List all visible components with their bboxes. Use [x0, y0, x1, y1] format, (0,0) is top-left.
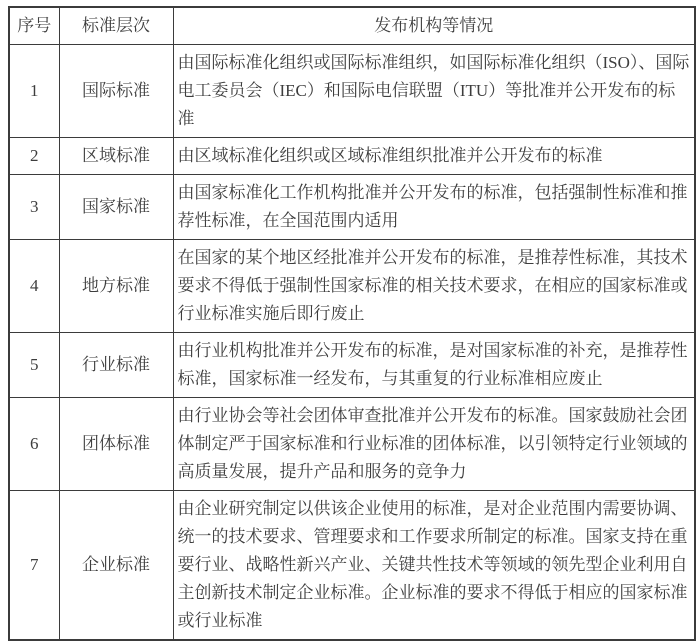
standard-level-cell: 地方标准	[59, 240, 173, 333]
serial-number-cell: 7	[9, 491, 59, 641]
standard-level-cell: 区域标准	[59, 138, 173, 175]
table-row	[9, 175, 695, 240]
table-row	[9, 45, 695, 138]
serial-number-cell: 3	[9, 175, 59, 240]
header-standard-level: 标准层次	[59, 7, 173, 45]
description-cell: 由区域标准化组织或区域标准组织批准并公开发布的标准	[173, 138, 695, 175]
standard-level-cell: 团体标准	[59, 398, 173, 491]
header-issuing-organization: 发布机构等情况	[173, 7, 695, 45]
header-serial-number: 序号	[9, 7, 59, 45]
description-cell: 在国家的某个地区经批准并公开发布的标准，是推荐性标准，其技术要求不得低于强制性国家标准的相关技术要求，在相应的国家标准或行业标准实施后即行废止	[173, 240, 695, 333]
standard-level-cell: 国家标准	[59, 175, 173, 240]
serial-number-cell: 4	[9, 240, 59, 333]
description-cell: 由国家标准化工作机构批准并公开发布的标准，包括强制性标准和推荐性标准，在全国范围内适用	[173, 175, 695, 240]
serial-number-cell: 6	[9, 398, 59, 491]
table-row	[9, 240, 695, 333]
standard-level-cell: 国际标准	[59, 45, 173, 138]
table-row	[9, 491, 695, 641]
table-row	[9, 333, 695, 398]
standards-levels-table	[8, 6, 696, 641]
description-cell: 由企业研究制定以供该企业使用的标准，是对企业范围内需要协调、统一的技术要求、管理要求和工作要求所制定的标准。国家支持在重要行业、战略性新兴产业、关键共性技术等领域的领先型企业利用自主创新技术制定企业标准。企业标准的要求不得低于相应的国家标准或行业标准	[173, 491, 695, 641]
standard-level-cell: 企业标准	[59, 491, 173, 641]
serial-number-cell: 2	[9, 138, 59, 175]
table-header-row	[9, 7, 695, 45]
description-cell: 由行业协会等社会团体审查批准并公开发布的标准。国家鼓励社会团体制定严于国家标准和行业标准的团体标准，以引领特定行业领域的高质量发展，提升产品和服务的竞争力	[173, 398, 695, 491]
description-cell: 由国际标准化组织或国际标准组织，如国际标准化组织（ISO）、国际电工委员会（IEC）和国际电信联盟（ITU）等批准并公开发布的标准	[173, 45, 695, 138]
table-row	[9, 398, 695, 491]
table-row	[9, 138, 695, 175]
serial-number-cell: 1	[9, 45, 59, 138]
serial-number-cell: 5	[9, 333, 59, 398]
standard-level-cell: 行业标准	[59, 333, 173, 398]
description-cell: 由行业机构批准并公开发布的标准，是对国家标准的补充，是推荐性标准，国家标准一经发布，与其重复的行业标准相应废止	[173, 333, 695, 398]
